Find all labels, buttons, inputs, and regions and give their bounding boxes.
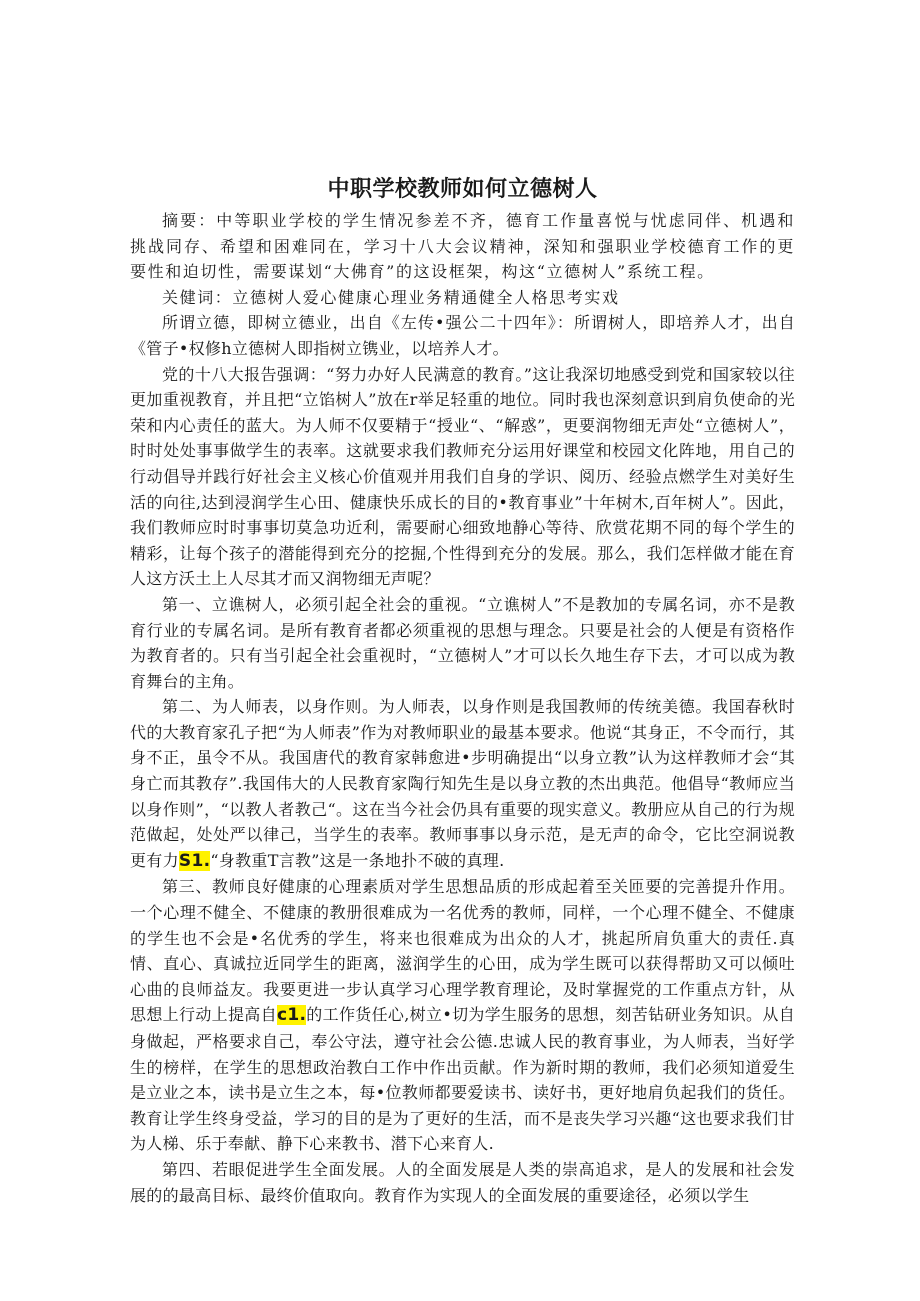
paragraph-point-two-text-a: 第二、为人师表，以身作则。为人师表，以身作则是我国教师的传统美德。我国春秋时代的大教育家孔子把“为人师表”作为对教师职业的最基本要求。他说“其身正，不令而行，其身不正，虽令不从。我国唐代的教育家韩愈进•步明确提出“以身立教”认为这样教师才会“其身亡而其教存”.我国伟大的人民教育家陶行知先生是以身立教的杰出典范。他倡导“教师应当以身作则”，“以教人者教己“。这在当今社会仍具有重要的现实意义。教册应从自己的行为规范做起，处处严以律己，当学生的表率。教师事事以身示范，是无声的命令，它比空洞说教更有力 xyxy=(130,697,795,870)
document-page xyxy=(130,172,795,1208)
abstract-paragraph: 摘要：中等职业学校的学生情况参差不齐，德育工作量喜悦与忧虑同伴、机遇和挑战同存、希望和困难同在，学习十八大会议精神，深知和强职业学校德育工作的更要性和迫切性，需要谋划“大佛育”的这设框架，构这“立德树人”系统工程。 xyxy=(130,211,795,282)
highlight-mark: S1. xyxy=(178,850,211,871)
document-title: 中职学校教师如何立德树人 xyxy=(327,177,598,202)
paragraph-point-three-text-a: 第三、教师良好健康的心理素质对学生思想品质的形成起着至关匝要的完善提升作用。一个心理不健全、不健康的教册很难成为一名优秀的教师，同样，一个心理不健全、不健康的学生也不会是•名优秀的学生，将来也很难成为出众的人才，挑起所肩负重大的责任.真情、直心、真诚拉近同学生的距离，滋润学生的心田，成为学生既可以获得帮助又可以倾吐心曲的良师益友。我要更进一步认真学习心理学教育理论，及时掌握党的工作重点方针，从思想上行动上提高自 xyxy=(130,877,795,1025)
paragraph-point-three-text-b: 的工作货任心,树立•切为学生服务的思想，刻苦钻研业务知识。从自身做起，严格要求自己，奉公守法，遵守社会公德.忠诚人民的教育事业，为人师表，当好学生的榜样，在学生的思想政治教白工作中作出贡献。作为新时期的教师，我们必须知道爱生是立业之本，读书是立生之本，每•位教师都要爱读书、读好书，更好地肩负起我们的货任。教育让学生终身受益，学习的目的是为了更好的生活，而不是丧失学习兴趣“这也要求我们甘为人梯、乐于奉献、静下心来教书、潜下心来育人. xyxy=(130,1005,796,1154)
highlight-mark: c1. xyxy=(276,1005,307,1026)
keywords-paragraph: 关健词：立德树人爱心健康心理业务精通健全人格思考实戏 xyxy=(162,287,620,307)
paragraph-definition: 所谓立德，即树立德业，出自《左传•强公二十四年》：所谓树人，即培养人才，出自《管子•权修h立德树人即指树立镌业，以培养人才。 xyxy=(130,313,795,358)
paragraph-point-four: 第四、若眼促进学生全面发展。人的全面发展是人类的崇高追求，是人的发展和社会发展的的最高目标、最终价值取向。教育作为实现人的全面发展的重要途径，必须以学生 xyxy=(130,1159,795,1205)
paragraph-point-one: 第一、立谯树人，必须引起全社会的重视。“立谯树人”不是教加的专属名词，亦不是教育行业的专属名词。是所有教育者都必须重视的思想与理念。只要是社会的人便是有资格作为教育者的。只有当引起全社会重视时，“立德树人”才可以长久地生存下去，才可以成为教育舞台的主角。 xyxy=(130,594,795,691)
paragraph-point-two-text-b: “身教重T言教”这是一条地扑不破的真理. xyxy=(210,850,505,870)
paragraph-congress-report: 党的十八大报告强调：“努力办好人民满意的教育。”这让我深切地感受到党和国家较以往更加重视教育，并且把“立馅树人”放在r举足轻重的地位。同时我也深刻意识到肩负使命的光荣和内心责任的蓝大。为人师不仅要精于“授业“、“解惑”，更要润物细无声处“立德树人”，时时处处事事做学生的表率。这就要求我们教师充分运用好课堂和校园文化阵地，用自己的行动倡导并践行好社会主义核心价值观并用我们自身的学识、阅历、经验点燃学生对美好生活的向往,达到浸润学生心田、健康快乐成长的目的•教育事业”十年树木,百年树人”。因此，我们教师应时时事事切莫急功近利，需要耐心细致地静心等待、欣赏花期不同的每个学生的精彩，让每个孩子的潜能得到充分的挖掘,个性得到充分的发展。那么，我们怎样做才能在育人这方沃土上人尽其才而又润物细无声呢？ xyxy=(130,364,795,589)
paragraph-point-three xyxy=(130,874,795,1157)
paragraph-point-two xyxy=(130,694,795,874)
